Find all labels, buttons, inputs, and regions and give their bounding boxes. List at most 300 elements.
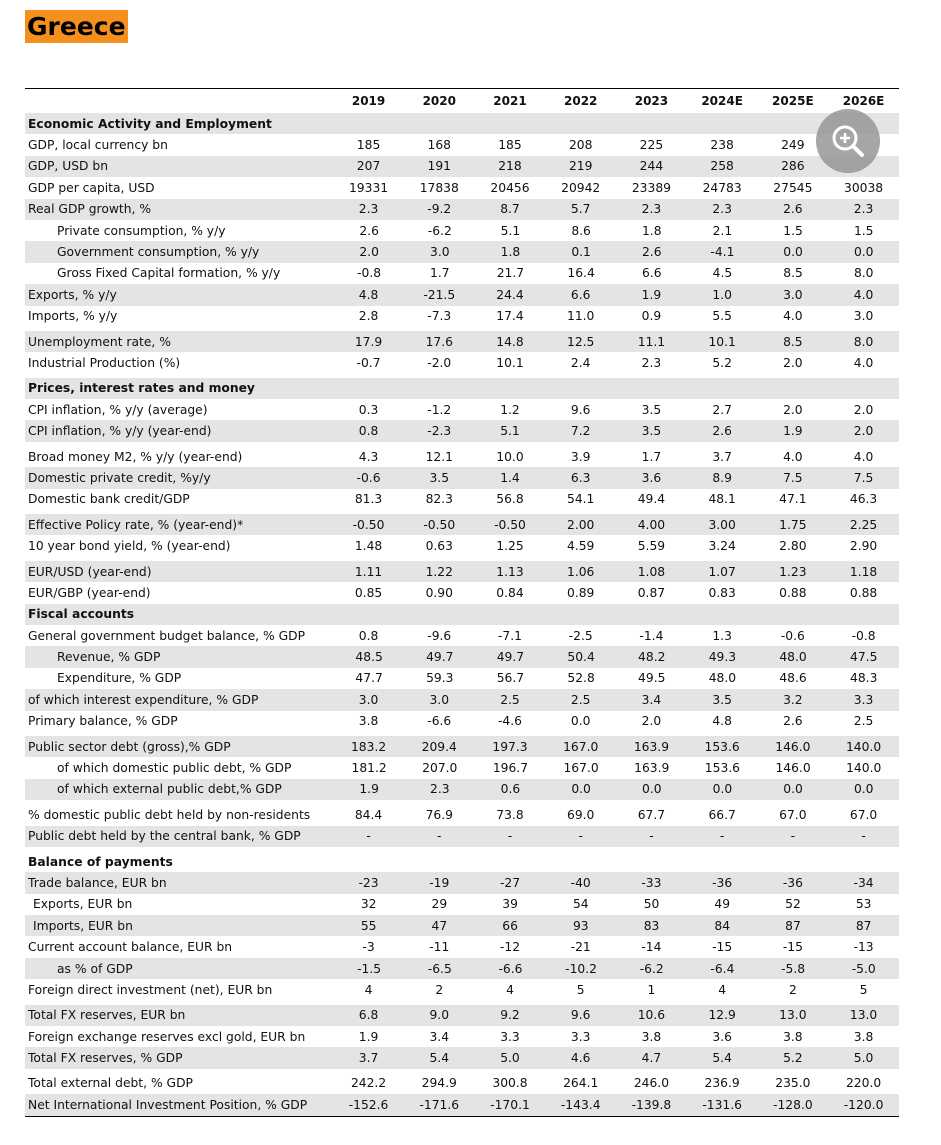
value-cell: 3.0 — [430, 245, 450, 260]
row-label: Effective Policy rate, % (year-end)* — [28, 517, 244, 532]
value-cell: -7.3 — [427, 309, 452, 324]
value-cell: 47.5 — [850, 650, 878, 665]
value-cell: 49 — [714, 897, 731, 912]
value-cell: -171.6 — [419, 1097, 460, 1112]
value-cell: 6.3 — [570, 470, 591, 485]
year-header: 2021 — [493, 94, 527, 108]
value-cell: -19 — [429, 875, 450, 890]
value-cell: 2.3 — [853, 202, 874, 217]
value-cell: 2.3 — [358, 202, 379, 217]
value-cell: 81.3 — [354, 492, 383, 507]
value-cell: 3.0 — [853, 309, 874, 324]
value-cell: - — [649, 829, 654, 844]
value-cell: 4.6 — [570, 1051, 591, 1066]
value-cell: 6.6 — [641, 266, 662, 281]
value-cell: 4.0 — [783, 449, 803, 464]
value-cell: -6.2 — [639, 961, 664, 976]
value-cell: 49.3 — [708, 650, 737, 665]
value-cell: 1.5 — [783, 223, 803, 238]
value-cell: -5.0 — [851, 961, 876, 976]
value-cell: 236.9 — [704, 1076, 740, 1091]
value-cell: 4.8 — [712, 714, 732, 729]
value-cell: 5.5 — [712, 309, 732, 324]
row-label: Imports, % y/y — [28, 309, 118, 324]
year-header: 2023 — [634, 94, 669, 108]
value-cell: 225 — [639, 138, 664, 153]
value-cell: 8.5 — [783, 334, 803, 349]
value-cell: 219 — [568, 159, 593, 174]
value-cell: 1.7 — [641, 449, 662, 464]
value-cell: 0.0 — [853, 782, 874, 797]
row-label: 10 year bond yield, % (year-end) — [28, 539, 231, 554]
value-cell: 0.63 — [425, 539, 453, 554]
value-cell: 258 — [710, 159, 734, 174]
value-cell: 11.1 — [637, 334, 666, 349]
value-cell: 286 — [781, 159, 805, 174]
zoom-in-button[interactable] — [816, 109, 880, 173]
value-cell: 163.9 — [634, 761, 670, 776]
value-cell: 185 — [356, 138, 381, 153]
value-cell: - — [719, 829, 725, 844]
value-cell: 39 — [502, 897, 518, 912]
year-header: 2025E — [772, 94, 814, 108]
value-cell: 140.0 — [846, 761, 882, 776]
value-cell: -5.8 — [781, 961, 806, 976]
value-cell: 5.4 — [712, 1051, 732, 1066]
table-row — [25, 561, 899, 582]
value-cell: 1.48 — [354, 539, 383, 554]
row-label: Industrial Production (%) — [28, 355, 181, 370]
table-row — [25, 1073, 899, 1094]
value-cell: 300.8 — [492, 1076, 528, 1091]
value-cell: 29 — [431, 897, 448, 912]
value-cell: 0.85 — [354, 585, 383, 600]
value-cell: 8.7 — [500, 202, 520, 217]
value-cell: 1.08 — [637, 564, 666, 579]
value-cell: 67.0 — [849, 807, 878, 822]
value-cell: -4.6 — [497, 714, 522, 729]
value-cell: 10.0 — [496, 449, 524, 464]
value-cell: 2.7 — [712, 402, 732, 417]
value-cell: 185 — [498, 138, 522, 153]
value-cell: 1.5 — [853, 223, 874, 238]
value-cell: 2.8 — [358, 309, 379, 324]
value-cell: 209.4 — [421, 739, 457, 754]
table-row — [25, 779, 899, 800]
value-cell: 0.3 — [358, 402, 379, 417]
table-row — [25, 582, 899, 603]
value-cell: -1.5 — [357, 961, 382, 976]
value-cell: -11 — [429, 940, 450, 955]
value-cell: 2.6 — [641, 245, 662, 260]
table-row — [25, 826, 899, 847]
value-cell: 244 — [639, 159, 664, 174]
row-label: EUR/USD (year-end) — [28, 564, 152, 579]
value-cell: -128.0 — [773, 1097, 813, 1112]
value-cell: 207.0 — [422, 761, 458, 776]
value-cell: 3.8 — [358, 714, 379, 729]
value-cell: 1 — [647, 982, 656, 997]
value-cell: 5 — [576, 982, 585, 997]
value-cell: 32 — [360, 897, 377, 912]
value-cell: 2.5 — [853, 714, 874, 729]
row-label: General government budget balance, % GDP — [28, 628, 305, 643]
table-row — [25, 958, 899, 979]
row-label: Expenditure, % GDP — [57, 671, 182, 686]
value-cell: 2.90 — [849, 539, 878, 554]
value-cell: 19331 — [348, 180, 389, 195]
value-cell: 3.6 — [641, 470, 662, 485]
value-cell: 7.5 — [853, 470, 874, 485]
value-cell: 48.0 — [779, 650, 807, 665]
value-cell: 220.0 — [845, 1076, 882, 1091]
value-cell: 3.3 — [570, 1029, 591, 1044]
table-row — [25, 306, 899, 327]
value-cell: 0.0 — [571, 782, 591, 797]
value-cell: 9.0 — [429, 1008, 450, 1023]
value-cell: -4.1 — [710, 245, 735, 260]
value-cell: 2.1 — [712, 223, 733, 238]
value-cell: 153.6 — [704, 739, 740, 754]
value-cell: -1.4 — [639, 628, 664, 643]
value-cell: -9.2 — [427, 202, 452, 217]
economic-indicators-table — [25, 88, 899, 1117]
value-cell: 4.0 — [783, 309, 803, 324]
value-cell: 4.7 — [641, 1051, 662, 1066]
value-cell: 1.8 — [500, 245, 521, 260]
value-cell: 4.8 — [358, 287, 379, 302]
value-cell: 48.6 — [779, 671, 807, 686]
table-row — [25, 1026, 899, 1047]
value-cell: -23 — [358, 875, 379, 890]
value-cell: 0.0 — [853, 245, 874, 260]
value-cell: -6.6 — [427, 714, 452, 729]
value-cell: 8.6 — [571, 223, 591, 238]
value-cell: 218 — [498, 159, 522, 174]
value-cell: 5.2 — [783, 1051, 803, 1066]
value-cell: -6.6 — [498, 961, 523, 976]
value-cell: 3.9 — [570, 449, 591, 464]
row-label: Public sector debt (gross),% GDP — [28, 739, 231, 754]
value-cell: 2.3 — [430, 782, 450, 797]
value-cell: 20456 — [490, 180, 530, 195]
value-cell: 2.25 — [849, 517, 878, 532]
value-cell: 10.1 — [496, 355, 524, 370]
value-cell: 235.0 — [775, 1076, 811, 1091]
value-cell: -0.50 — [352, 517, 385, 532]
value-cell: 5.1 — [500, 223, 521, 238]
value-cell: -1.2 — [427, 402, 452, 417]
value-cell: 8.5 — [783, 266, 803, 281]
value-cell: -33 — [641, 875, 662, 890]
value-cell: 1.0 — [712, 287, 732, 302]
section-header-row — [25, 113, 899, 134]
row-label: GDP per capita, USD — [28, 180, 155, 195]
value-cell: -152.6 — [348, 1097, 389, 1112]
value-cell: 47.7 — [355, 671, 383, 686]
table-row — [25, 420, 899, 441]
value-cell: 7.2 — [570, 424, 591, 439]
value-cell: 48.0 — [708, 671, 737, 686]
value-cell: 2.80 — [779, 539, 807, 554]
table-row — [25, 736, 899, 757]
value-cell: 1.25 — [496, 539, 524, 554]
value-cell: - — [578, 829, 583, 844]
row-label: of which domestic public debt, % GDP — [57, 761, 292, 776]
value-cell: -143.4 — [560, 1097, 601, 1112]
section-title: Fiscal accounts — [28, 607, 135, 622]
value-cell: 1.07 — [708, 564, 736, 579]
table-row — [25, 514, 899, 535]
value-cell: 1.8 — [641, 223, 662, 238]
value-cell: 93 — [572, 918, 589, 933]
value-cell: -21.5 — [423, 287, 456, 302]
value-cell: 59.3 — [426, 671, 454, 686]
value-cell: 146.0 — [775, 739, 811, 754]
value-cell: 48.3 — [850, 671, 878, 686]
value-cell: 7.5 — [783, 470, 803, 485]
row-label: Broad money M2, % y/y (year-end) — [28, 449, 243, 464]
value-cell: -0.8 — [851, 628, 876, 643]
table-row — [25, 689, 899, 710]
value-cell: -120.0 — [843, 1097, 884, 1112]
value-cell: -2.0 — [427, 355, 452, 370]
row-label: EUR/GBP (year-end) — [28, 585, 151, 600]
value-cell: 2.0 — [783, 402, 803, 417]
row-label: Domestic private credit, %y/y — [28, 470, 211, 485]
value-cell: 5.4 — [429, 1051, 450, 1066]
value-cell: 16.4 — [567, 266, 595, 281]
value-cell: 50 — [643, 897, 660, 912]
value-cell: 2 — [435, 982, 444, 997]
section-header-row — [25, 851, 899, 872]
value-cell: 47 — [431, 918, 448, 933]
row-label: Unemployment rate, % — [28, 334, 171, 349]
value-cell: 49.7 — [496, 650, 525, 665]
table-row — [25, 199, 899, 220]
value-cell: 4.3 — [358, 449, 379, 464]
value-cell: 4.5 — [712, 266, 733, 281]
value-cell: 6.6 — [570, 287, 591, 302]
value-cell: 17.6 — [425, 334, 453, 349]
year-header: 2024E — [701, 94, 743, 108]
value-cell: 2.0 — [783, 355, 803, 370]
table-row — [25, 757, 899, 778]
value-cell: 191 — [427, 159, 451, 174]
value-cell: 0.0 — [570, 714, 591, 729]
value-cell: -40 — [570, 875, 591, 890]
value-cell: 54 — [572, 897, 589, 912]
section-title: Prices, interest rates and money — [28, 381, 255, 396]
value-cell: 69.0 — [567, 807, 595, 822]
value-cell: 167.0 — [563, 761, 599, 776]
value-cell: 146.0 — [775, 761, 811, 776]
value-cell: 23389 — [631, 180, 671, 195]
value-cell: -131.6 — [702, 1097, 742, 1112]
value-cell: -7.1 — [497, 628, 522, 643]
value-cell: 1.9 — [358, 1029, 379, 1044]
year-header: 2019 — [351, 94, 386, 108]
value-cell: 8.0 — [853, 334, 874, 349]
value-cell: 294.9 — [421, 1076, 457, 1091]
value-cell: 0.6 — [500, 782, 521, 797]
table-row — [25, 535, 899, 556]
value-cell: 1.22 — [425, 564, 453, 579]
value-cell: -0.7 — [356, 355, 381, 370]
value-cell: 1.9 — [359, 782, 379, 797]
table-row — [25, 352, 899, 373]
value-cell: 11.0 — [567, 309, 595, 324]
row-label: GDP, local currency bn — [28, 138, 168, 153]
value-cell: -0.6 — [780, 628, 805, 643]
value-cell: 3.3 — [853, 692, 874, 707]
value-cell: 1.9 — [641, 287, 662, 302]
value-cell: 0.1 — [571, 245, 591, 260]
table-row — [25, 399, 899, 420]
row-label: Public debt held by the central bank, % GDP — [28, 829, 301, 844]
value-cell: 2.4 — [570, 355, 591, 370]
table-row — [25, 646, 899, 667]
value-cell: 67.7 — [637, 807, 666, 822]
value-cell: 13.0 — [849, 1008, 878, 1023]
section-header-row — [25, 378, 899, 399]
value-cell: -9.6 — [427, 628, 452, 643]
value-cell: 0.84 — [496, 585, 524, 600]
table-row — [25, 894, 899, 915]
value-cell: -36 — [712, 875, 733, 890]
value-cell: 2.6 — [783, 202, 803, 217]
table-row — [25, 241, 899, 262]
value-cell: 52.8 — [567, 671, 595, 686]
value-cell: -0.50 — [423, 517, 456, 532]
value-cell: 17838 — [419, 180, 459, 195]
row-label: of which interest expenditure, % GDP — [28, 692, 259, 707]
value-cell: 1.06 — [567, 564, 595, 579]
value-cell: -36 — [782, 875, 803, 890]
section-title: Economic Activity and Employment — [28, 116, 272, 131]
value-cell: 66 — [502, 918, 518, 933]
value-cell: 181.2 — [351, 761, 387, 776]
year-header: 2022 — [564, 94, 598, 108]
value-cell: 2.3 — [641, 355, 662, 370]
value-cell: 10.1 — [708, 334, 736, 349]
value-cell: -21 — [570, 940, 591, 955]
value-cell: -0.6 — [356, 470, 381, 485]
value-cell: 1.18 — [849, 564, 878, 579]
value-cell: 83 — [643, 918, 660, 933]
value-cell: 13.0 — [779, 1008, 807, 1023]
zoom-in-icon — [828, 121, 868, 161]
value-cell: 27545 — [773, 180, 813, 195]
value-cell: 49.4 — [637, 492, 666, 507]
value-cell: 153.6 — [704, 761, 741, 776]
value-cell: 3.3 — [500, 1029, 520, 1044]
value-cell: 21.7 — [496, 266, 525, 281]
value-cell: 48.5 — [355, 650, 383, 665]
value-cell: 20942 — [561, 180, 601, 195]
value-cell: 0.9 — [641, 309, 662, 324]
value-cell: 196.7 — [492, 761, 529, 776]
row-label: Real GDP growth, % — [28, 202, 152, 217]
value-cell: 2.0 — [853, 402, 874, 417]
section-header-row — [25, 604, 899, 625]
value-cell: 1.75 — [779, 517, 807, 532]
table-row — [25, 220, 899, 241]
row-label: Foreign exchange reserves excl gold, EUR bn — [28, 1029, 306, 1044]
value-cell: 0.0 — [641, 782, 662, 797]
value-cell: 84.4 — [354, 807, 383, 822]
row-label: Imports, EUR bn — [33, 918, 133, 933]
value-cell: 3.5 — [641, 402, 662, 417]
value-cell: 6.8 — [358, 1008, 379, 1023]
value-cell: 8.9 — [712, 470, 732, 485]
value-cell: -15 — [712, 940, 733, 955]
value-cell: 56.7 — [496, 671, 525, 686]
table-header-row — [25, 89, 899, 113]
year-header: 2026E — [842, 94, 885, 108]
value-cell: 0.90 — [425, 585, 453, 600]
value-cell: 5.0 — [853, 1051, 874, 1066]
row-label: CPI inflation, % y/y (average) — [28, 402, 208, 417]
value-cell: 14.8 — [496, 334, 524, 349]
value-cell: 24.4 — [496, 287, 524, 302]
row-label: CPI inflation, % y/y (year-end) — [28, 424, 212, 439]
value-cell: 207 — [356, 159, 381, 174]
value-cell: 55 — [360, 918, 377, 933]
value-cell: -34 — [853, 875, 874, 890]
value-cell: 3.6 — [712, 1029, 732, 1044]
value-cell: 4.00 — [637, 517, 666, 532]
value-cell: 9.6 — [570, 402, 591, 417]
value-cell: 5.0 — [500, 1051, 520, 1066]
value-cell: 3.5 — [712, 692, 732, 707]
value-cell: - — [507, 829, 513, 844]
value-cell: 2.6 — [359, 223, 379, 238]
value-cell: 3.0 — [358, 692, 379, 707]
value-cell: 2.3 — [641, 202, 662, 217]
value-cell: -2.5 — [568, 628, 593, 643]
value-cell: 5.59 — [637, 539, 666, 554]
value-cell: 3.8 — [783, 1029, 803, 1044]
table-row — [25, 489, 899, 510]
table-row — [25, 467, 899, 488]
value-cell: 2.0 — [641, 714, 662, 729]
value-cell: 17.9 — [354, 334, 383, 349]
row-label: Total FX reserves, % GDP — [28, 1051, 183, 1066]
table-row — [25, 625, 899, 646]
value-cell: 0.88 — [779, 585, 807, 600]
value-cell: 2.0 — [359, 245, 379, 260]
value-cell: 1.11 — [354, 564, 383, 579]
value-cell: -12 — [499, 940, 521, 955]
value-cell: 5.1 — [500, 424, 520, 439]
value-cell: 47.1 — [779, 492, 807, 507]
value-cell: 0.83 — [708, 585, 736, 600]
value-cell: 2.6 — [712, 424, 732, 439]
value-cell: 50.4 — [567, 650, 595, 665]
value-cell: 140.0 — [845, 739, 882, 754]
row-label: Exports, EUR bn — [33, 897, 133, 912]
value-cell: - — [790, 829, 796, 844]
value-cell: 0.0 — [783, 245, 803, 260]
row-label: Primary balance, % GDP — [28, 714, 178, 729]
value-cell: -139.8 — [631, 1097, 672, 1112]
value-cell: 0.8 — [358, 424, 379, 439]
row-label: as % of GDP — [57, 961, 133, 976]
value-cell: 183.2 — [350, 739, 387, 754]
row-label: Revenue, % GDP — [57, 650, 161, 665]
value-cell: 52 — [785, 897, 801, 912]
